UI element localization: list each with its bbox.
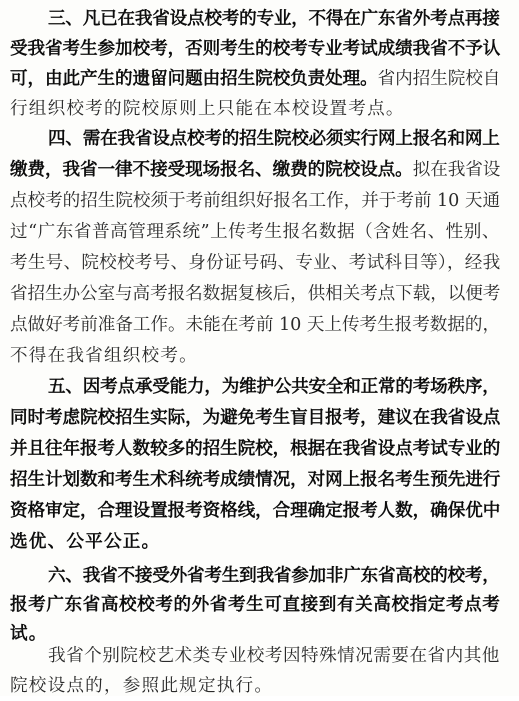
text-line (48, 124, 500, 154)
text-run: 行组织校考的院校原则上只能在本校设置考点。 (10, 99, 405, 119)
bold-text-run: 受我省考生参加校考，否则考生的校考专业考试成绩我省不予认 (10, 38, 501, 59)
text-line (10, 64, 500, 94)
text-line (10, 34, 500, 64)
text-line (10, 671, 273, 701)
text-line (10, 434, 500, 464)
text-line (10, 217, 500, 247)
text-run: 考生号、院校校考号、身份证号码、专业、考试科目等），经我 (10, 253, 501, 273)
text-line (10, 279, 500, 309)
text-run: 院校设点的，参照此规定执行。 (10, 676, 274, 696)
text-line (48, 4, 500, 34)
text-line (48, 372, 500, 402)
bold-text-run: 可，由此产生的遗留问题由招生院校负责处理。 (10, 68, 378, 89)
text-line (10, 590, 500, 620)
bold-text-run: 三、凡已在我省设点校考的专业，不得在广东省外考点再接 (48, 8, 500, 29)
bold-text-run: 选优、公平公正。 (10, 531, 161, 552)
text-run: 省内招生院校自 (377, 69, 501, 89)
text-line (10, 94, 405, 124)
bold-text-run: 五、因考点承受能力，为维护公共安全和正常的考场秩序， (48, 376, 500, 397)
text-line (48, 561, 500, 591)
bold-text-run: 缴费，我省一律不接受现场报名、缴费的院校设点。 (10, 159, 413, 180)
bold-text-run: 六、我省不接受外省考生到我省参加非广东省高校的校考， (48, 565, 500, 586)
bold-text-run: 报考广东省高校校考的外省考生可直接到有关高校指定考点考 (10, 594, 501, 615)
text-run: 过“广东省普高管理系统”上传考生报名数据（含姓名、性别、 (10, 222, 501, 242)
bold-text-run: 并且往年报考人数较多的招生院校，根据在我省设点考试专业的 (10, 438, 501, 459)
bold-text-run: 招生计划数和考生术科统考成绩情况，对网上报名考生预先进行 (10, 469, 501, 490)
text-line (48, 641, 500, 671)
text-run: 点校考的招生院校须于考前组织好报名工作，并于考前 10 天通 (10, 191, 501, 211)
bold-text-run: 试。 (10, 623, 48, 644)
bold-text-run: 同时考虑院校招生实际，为避免考生盲目报考，建议在我省设点 (10, 407, 501, 428)
text-run: 我省个别院校艺术类专业校考因特殊情况需要在省内其他 (48, 646, 500, 666)
text-line (10, 310, 500, 340)
text-line (10, 186, 500, 216)
text-run: 不得在我省组织校考。 (10, 346, 198, 366)
bold-text-run: 资格审定，合理设置报考资格线，合理确定报考人数，确保优中 (10, 500, 501, 521)
text-line (10, 403, 500, 433)
text-line (10, 619, 48, 649)
text-line (10, 155, 500, 185)
text-line (10, 465, 500, 495)
text-run: 点做好考前准备工作。未能在考前 10 天上传考生报考数据的， (10, 315, 501, 335)
text-line (10, 496, 500, 526)
text-line (10, 248, 500, 278)
text-run: 拟在我省设 (412, 160, 501, 180)
bold-text-run: 四、需在我省设点校考的招生院校必须实行网上报名和网上 (48, 128, 500, 149)
text-line (10, 341, 198, 371)
text-line (10, 527, 160, 557)
text-run: 省招生办公室与高考报名数据复核后，供相关考点下载，以便考 (10, 284, 501, 304)
